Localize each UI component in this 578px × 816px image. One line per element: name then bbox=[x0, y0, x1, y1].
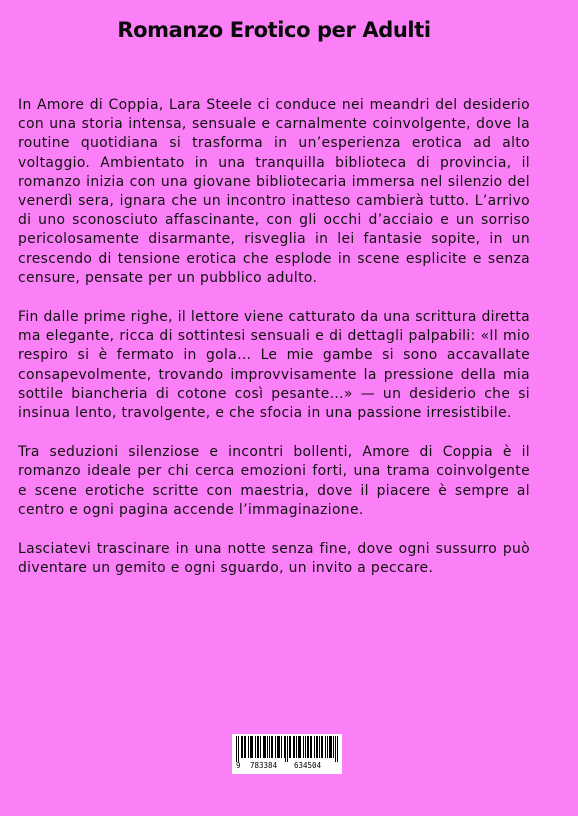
barcode-bar bbox=[281, 736, 282, 758]
barcode-bar bbox=[322, 736, 323, 758]
barcode-bar bbox=[267, 736, 268, 758]
barcode-bar bbox=[272, 736, 273, 758]
barcode-bar bbox=[293, 736, 294, 758]
barcode-bar bbox=[251, 736, 252, 758]
barcode-bar bbox=[294, 736, 295, 758]
barcode-bar bbox=[299, 736, 300, 758]
barcode-bar bbox=[250, 736, 251, 758]
barcode-bar bbox=[285, 736, 286, 762]
blurb-paragraph-3: Tra seduzioni silenziose e incontri bollenti, Amore di Coppia è il romanzo ideale per chi cerca emozioni forti, una trama coinvolgente e scene erotiche scritte con maestria, dove il piacere è sempre al centro e ogni pagina accende l’immaginazione. bbox=[18, 444, 530, 518]
barcode-bar bbox=[284, 736, 285, 758]
barcode-bar bbox=[269, 736, 270, 758]
barcode-bar bbox=[330, 736, 331, 758]
barcode-bar bbox=[327, 736, 328, 758]
barcode-bars bbox=[236, 736, 338, 762]
barcode-bar bbox=[265, 736, 266, 758]
barcode-bar bbox=[258, 736, 259, 758]
barcode-bar bbox=[319, 736, 320, 758]
back-cover-blurb bbox=[18, 96, 530, 598]
barcode-bar bbox=[275, 736, 276, 758]
barcode-bar bbox=[300, 736, 301, 758]
barcode-bar bbox=[311, 736, 312, 758]
blurb-paragraph-2: Fin dalle prime righe, il lettore viene catturato da una scrittura diretta ma elegante, ricca di sottintesi sensuali e di dettagli palpabili: «Il mio respiro si è fermato in gola… Le mie gambe si sono accavallate consapevolmente, trovando improvvisamente la pressione della mia sottile biancheria di cotone così pesante…» — un desiderio che si insinua lento, travolgente, e che sfocia in una passione irresistibile. bbox=[18, 309, 530, 422]
barcode-bar bbox=[278, 736, 279, 758]
barcode-bar bbox=[298, 736, 299, 758]
barcode-bar bbox=[303, 736, 304, 758]
barcode-bar bbox=[316, 736, 317, 758]
barcode-bar bbox=[329, 736, 330, 758]
barcode-bar bbox=[255, 736, 256, 758]
barcode-bar bbox=[257, 736, 258, 758]
barcode-bar bbox=[289, 736, 290, 758]
barcode-bar bbox=[317, 736, 318, 758]
barcode-bar bbox=[337, 736, 338, 762]
isbn-barcode bbox=[232, 734, 342, 774]
barcode-digits-left: 783384 bbox=[250, 761, 278, 770]
barcode-bar bbox=[263, 736, 264, 758]
barcode-bar bbox=[242, 736, 243, 758]
barcode-digits-right: 634504 bbox=[294, 761, 322, 770]
barcode-bar bbox=[325, 736, 326, 758]
barcode-bar bbox=[335, 736, 336, 762]
barcode-bar bbox=[260, 736, 261, 758]
barcode-bar bbox=[277, 736, 278, 758]
barcode-bar bbox=[236, 736, 237, 762]
barcode-bar bbox=[307, 736, 308, 758]
barcode-bar bbox=[333, 736, 334, 758]
blurb-paragraph-4: Lasciatevi trascinare in una notte senza fine, dove ogni sussurro può diventare un gemito e ogni sguardo, un invito a peccare. bbox=[18, 541, 530, 577]
barcode-bar bbox=[321, 736, 322, 758]
barcode-bar bbox=[310, 736, 311, 758]
barcode-bar bbox=[244, 736, 245, 758]
barcode-bar bbox=[248, 736, 249, 758]
book-title: Romanzo Erotico per Adulti bbox=[117, 18, 431, 42]
barcode-bar bbox=[264, 736, 265, 758]
barcode-bar bbox=[305, 736, 306, 758]
barcode-digit-first: 9 bbox=[236, 761, 241, 770]
barcode-bar bbox=[252, 736, 253, 758]
blurb-paragraph-1: In Amore di Coppia, Lara Steele ci conduce nei meandri del desiderio con una storia intensa, sensuale e carnalmente coinvolgente, dove la routine quotidiana si trasforma in un’esperienza erotica ad alto voltaggio. Ambientato in una tranquilla biblioteca di provincia, il romanzo inizia con una giovane bibliotecaria immersa nel silenzio del venerdì sera, ignara che un incontro inatteso cambierà tutto. L’arrivo di uno sconosciuto affascinante, con gli occhi d’acciaio e un sorriso pericolosamente disarmante, risveglia in lei fantasie sopite, in un crescendo di tensione erotica che esplode in scene esplicite e senza censure, pensate per un pubblico adulto. bbox=[18, 97, 530, 286]
barcode-bar bbox=[238, 736, 239, 762]
barcode-bar bbox=[241, 736, 242, 758]
barcode-digits bbox=[236, 760, 340, 772]
barcode-bar bbox=[279, 736, 280, 758]
barcode-bar bbox=[290, 736, 291, 758]
barcode-bar bbox=[331, 736, 332, 758]
barcode-bar bbox=[296, 736, 297, 758]
barcode-bar bbox=[314, 736, 315, 758]
barcode-bar bbox=[308, 736, 309, 758]
barcode-bar bbox=[245, 736, 246, 758]
barcode-bar bbox=[287, 736, 288, 762]
barcode-bar bbox=[271, 736, 272, 758]
